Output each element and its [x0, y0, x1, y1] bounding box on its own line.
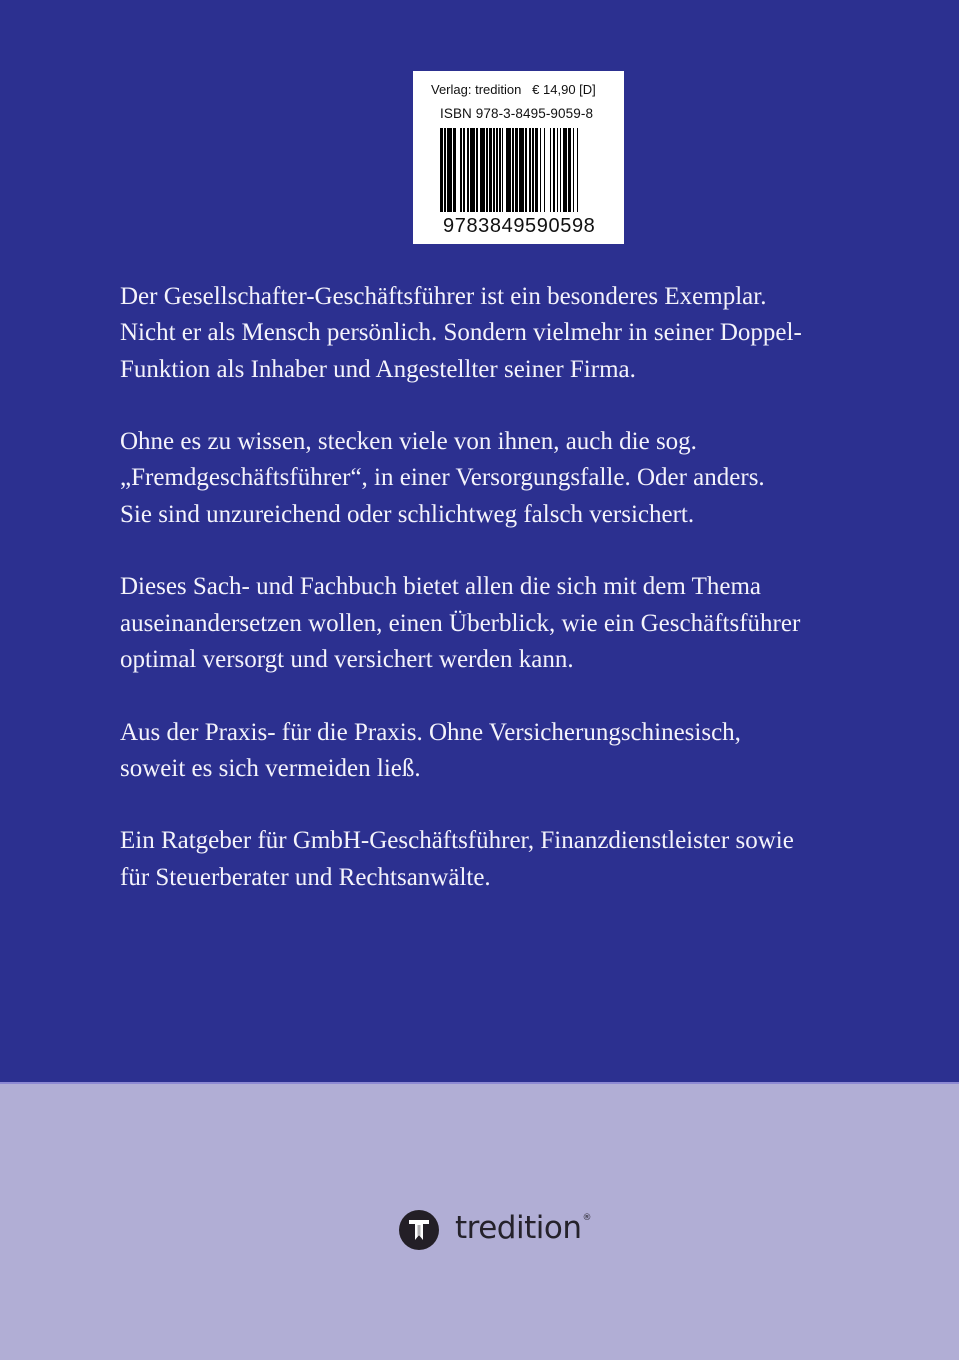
publisher-price-text: Verlag: tredition € 14,90 [D] [431, 82, 596, 97]
blurb-paragraph [120, 569, 910, 678]
blurb-line: Nicht er als Mensch persönlich. Sondern vielmehr in seiner Doppel- [120, 319, 802, 347]
blurb-paragraph [120, 715, 910, 788]
registered-mark: ® [582, 1213, 592, 1223]
back-cover-blurb [120, 279, 910, 932]
tredition-logo-icon [399, 1210, 439, 1250]
blurb-line: Aus der Praxis- für die Praxis. Ohne Versicherungschinesisch, [120, 718, 741, 746]
blurb-line: Funktion als Inhaber und Angestellter seiner Firma. [120, 355, 636, 383]
tredition-logo [399, 1210, 591, 1250]
blurb-line: auseinandersetzen wollen, einen Überblick, wie ein Geschäftsführer [120, 609, 801, 637]
publisher-name: tredition [455, 1210, 582, 1246]
blurb-line: Der Gesellschafter-Geschäftsführer ist ein besonderes Exemplar. [120, 283, 767, 310]
barcode-digits: 9783849590598 [443, 215, 596, 237]
blurb-line: für Steuerberater und Rechtsanwälte. [120, 863, 491, 891]
blurb-paragraph [120, 823, 910, 896]
blurb-paragraph [120, 279, 910, 388]
isbn-price-label [413, 71, 624, 244]
blurb-line: Sie sind unzureichend oder schlichtweg falsch versichert. [120, 500, 695, 528]
isbn-text: ISBN 978-3-8495-9059-8 [440, 106, 594, 121]
blurb-line: soweit es sich vermeiden ließ. [120, 754, 421, 782]
blurb-line: Ohne es zu wissen, stecken viele von ihnen, auch die sog. [120, 428, 697, 456]
blurb-line: Ein Ratgeber für GmbH-Geschäftsführer, Finanzdienstleister sowie [120, 827, 794, 855]
blurb-line: optimal versorgt und versichert werden kann. [120, 645, 574, 673]
blurb-line: Dieses Sach- und Fachbuch bietet allen die sich mit dem Thema [120, 573, 762, 601]
barcode-icon [440, 128, 598, 212]
blurb-line: „Fremdgeschäftsführer“, in einer Versorgungsfalle. Oder anders. [120, 464, 765, 492]
blurb-paragraph [120, 424, 910, 533]
